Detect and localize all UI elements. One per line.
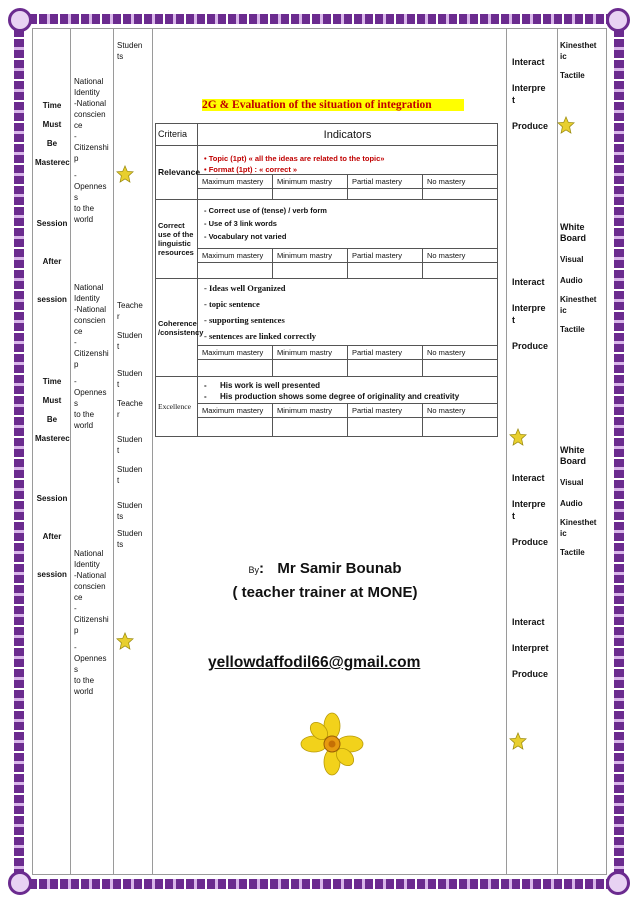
author-name: Mr Samir Bounab (277, 560, 402, 577)
score-cells (198, 262, 497, 278)
daffodil-flower-icon (300, 712, 364, 776)
author-role: ( teacher trainer at MONE) (232, 584, 418, 601)
interact-block: Interact Interpre t Produce (512, 277, 549, 351)
border-right (614, 18, 624, 885)
criterion-row-coherence (156, 278, 497, 376)
table-line (113, 28, 114, 875)
border-corner (8, 8, 32, 32)
indicator-item: - His work is well presented (204, 381, 321, 390)
criterion-row-linguistic (156, 199, 497, 278)
values-block: National Identity -National conscien ce - Citizenshi p - Opennes s to the world (74, 283, 109, 430)
indicator-item: - Correct use of (tense) / verb form (204, 206, 327, 215)
flower-star-icon (509, 428, 527, 446)
criterion-label: Relevance (156, 146, 198, 199)
roles-block: Teache r Studen t Studen t Teache r Studen t Studen t Studen ts Studen ts (117, 301, 143, 549)
criterion-row-excellence (156, 376, 497, 436)
criterion-label: Excellence (156, 377, 198, 436)
table-line (32, 874, 606, 875)
author-line (210, 560, 440, 578)
table-line (70, 28, 71, 875)
mastery-scale: Maximum mastery Minimum mastry Partial mastery No mastery (198, 174, 497, 189)
indicator-item: - topic sentence (204, 299, 260, 309)
border-corner (606, 871, 630, 895)
mastery-scale: Maximum mastery Minimum mastry Partial mastery No mastery (198, 403, 497, 418)
values-block: National Identity -National conscien ce - Citizenshi p - Opennes s to the world (74, 77, 109, 224)
border-corner (8, 871, 32, 895)
flower-star-icon (116, 632, 134, 650)
table-line (606, 28, 607, 875)
evaluation-title: 2G & Evaluation of the situation of integration (202, 99, 464, 111)
session-after-session-label: Session After session (36, 219, 68, 304)
border-left (14, 18, 24, 885)
time-must-be-mastered-label: Time Must Be Masterec (35, 101, 70, 167)
flower-star-icon (509, 732, 527, 750)
table-line (152, 28, 153, 875)
grid-header-row (156, 124, 497, 145)
indicator-item: • Topic (1pt) « all the ideas are related to the topic» (204, 154, 385, 163)
evaluation-grid (155, 123, 498, 437)
flower-star-icon (557, 116, 575, 134)
roles-block: Studen ts (117, 41, 143, 61)
border-corner (606, 8, 630, 32)
indicator-item: • Format (1pt) : « correct » (204, 165, 298, 174)
score-cells (198, 359, 497, 376)
score-cells (198, 188, 497, 199)
score-cells (198, 417, 497, 436)
by-label: By (248, 565, 259, 575)
table-line (506, 28, 507, 875)
border-bottom (18, 879, 620, 889)
indicator-item: - Vocabulary not varied (204, 232, 287, 241)
table-line (32, 28, 606, 29)
by-colon: : (258, 560, 264, 577)
flower-star-icon (116, 165, 134, 183)
indicators-header: Indicators (323, 128, 372, 141)
criterion-label: Coherence /consistency (156, 279, 198, 376)
criterion-label: Correct use of the linguistic resources (156, 200, 198, 278)
criterion-row-relevance (156, 145, 497, 199)
indicator-item: - sentences are linked correctly (204, 331, 317, 341)
values-block: National Identity -National conscien ce - Citizenshi p - Opennes s to the world (74, 549, 109, 696)
interact-block: Interact Interpret Produce (512, 617, 549, 679)
mastery-scale: Maximum mastery Minimum mastry Partial mastery No mastery (198, 248, 497, 263)
table-line (557, 28, 558, 875)
interact-block: Interact Interpre t Produce (512, 473, 549, 547)
modality-block: White Board Visual Audio Kinesthet ic Tactile (560, 445, 597, 557)
indicator-item: - Ideas well Organized (204, 283, 286, 293)
interact-block: Interact Interpre t Produce (512, 57, 549, 131)
indicator-item: - His production shows some degree of originality and creativity (204, 392, 460, 401)
border-top (18, 14, 620, 24)
criteria-header: Criteria (156, 124, 198, 145)
indicator-item: - Use of 3 link words (204, 219, 277, 228)
table-line (32, 28, 33, 875)
session-after-session-label: Session After session (36, 494, 68, 579)
indicator-item: - supporting sentences (204, 315, 285, 325)
author-email: yellowdaffodil66@gmail.com (208, 654, 421, 671)
modality-block: Kinesthet ic Tactile (560, 41, 597, 80)
mastery-scale: Maximum mastery Minimum mastry Partial mastery No mastery (198, 345, 497, 360)
modality-block: White Board Visual Audio Kinesthet ic Tactile (560, 222, 597, 334)
time-must-be-mastered-label: Time Must Be Masterec (35, 377, 70, 443)
